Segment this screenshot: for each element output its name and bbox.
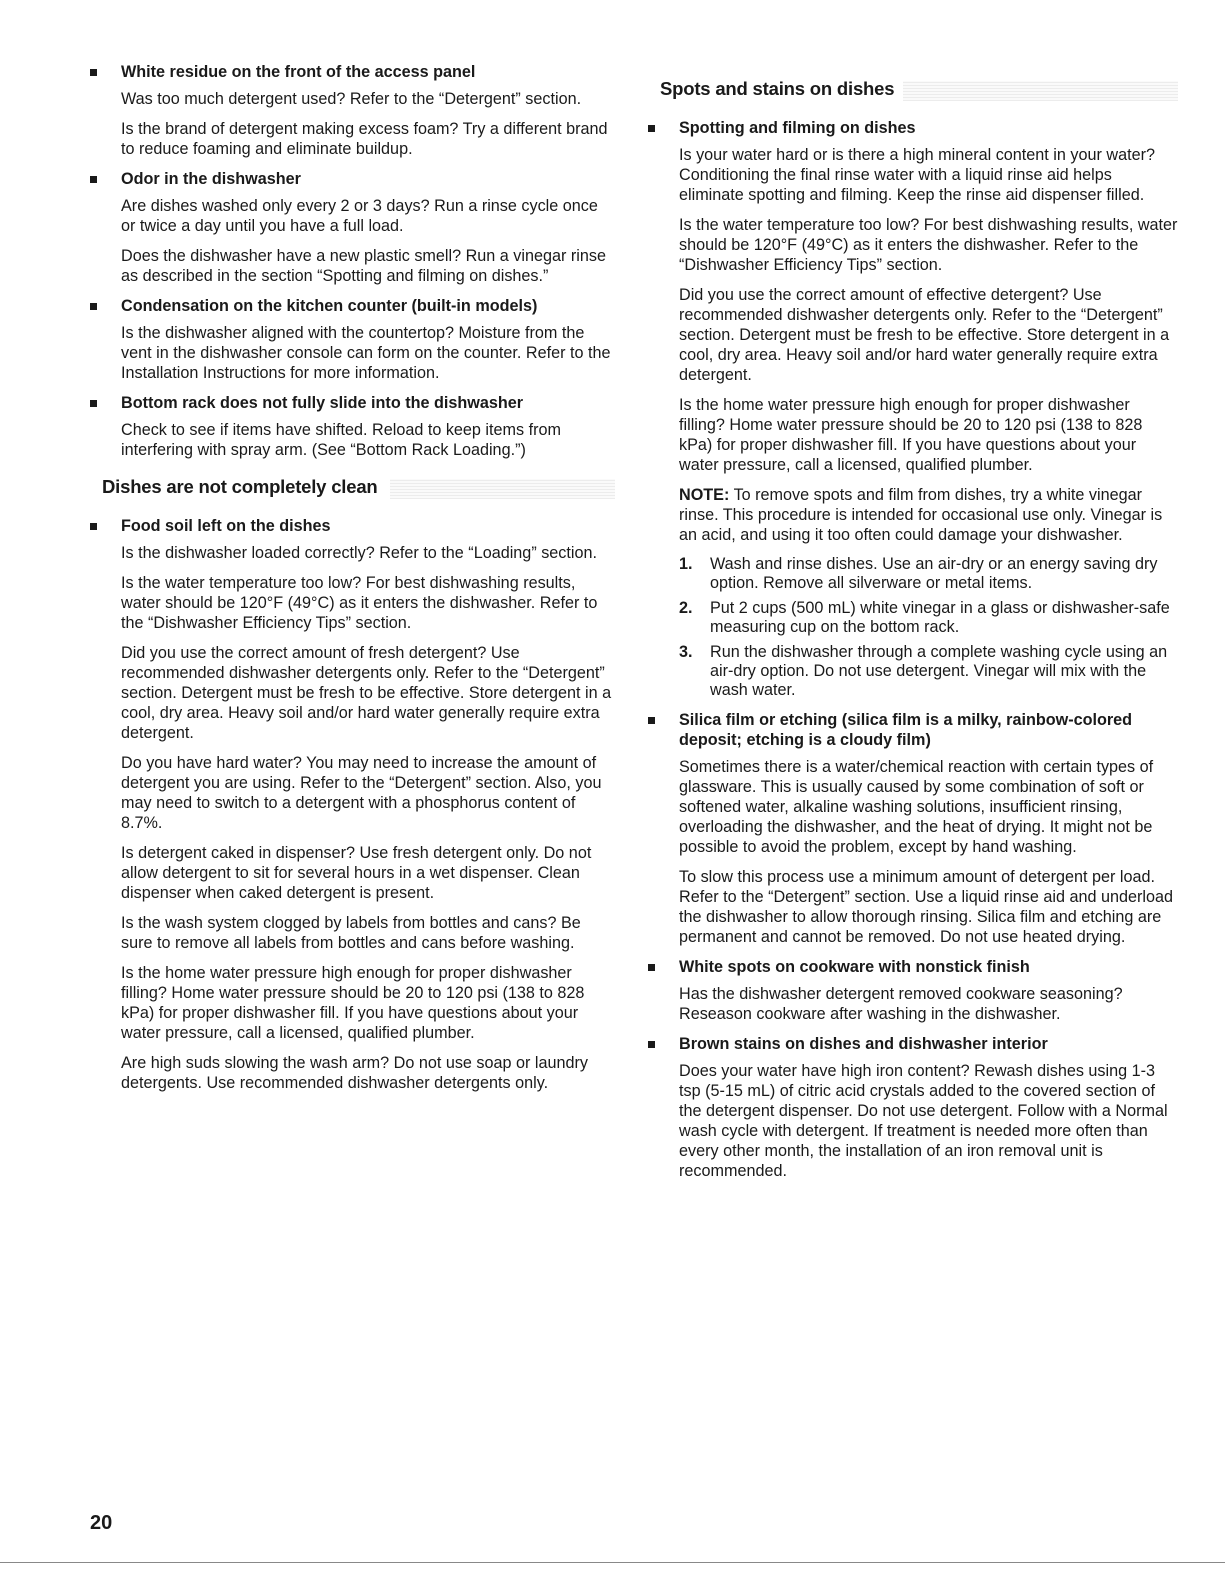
paragraph: Is the home water pressure high enough for proper dishwasher filling? Home water pressure should be 20 to 120 psi (138 to 828 kPa) for proper dishwasher fill. If you have questions about your water pressure, call a licensed, qualified plumber. xyxy=(679,396,1143,474)
step-text: Put 2 cups (500 mL) white vinegar in a glass or dishwasher-safe measuring cup on the bottom rack. xyxy=(710,599,1170,636)
left-column xyxy=(90,62,615,1103)
step-number: 1. xyxy=(679,555,693,573)
right-column xyxy=(648,72,1178,1191)
paragraph: Has the dishwasher detergent removed cookware seasoning? Reseason cookware after washing in the dishwasher. xyxy=(679,985,1123,1023)
paragraph: Did you use the correct amount of fresh detergent? Use recommended dishwasher detergents only. Refer to the “Detergent” section. Detergent must be fresh to be effective. Store detergent in a cool, dry area. Heavy soil and/or hard water generally require extra detergent. xyxy=(121,644,612,742)
item-heading: White residue on the front of the access panel xyxy=(90,62,615,82)
paragraph: Sometimes there is a water/chemical reaction with certain types of glassware. This is usually caused by some combination of soft or softened water, alkaline washing solutions, insufficient rinsing, overloading the dishwasher, and the heat of drying. It might not be possible to avoid the problem, except by hand washing. xyxy=(679,758,1154,856)
paragraph: Is the dishwasher aligned with the countertop? Moisture from the vent in the dishwasher console can form on the counter. Refer to the Installation Instructions for more information. xyxy=(121,324,611,382)
list-item xyxy=(648,957,1178,1024)
list-item xyxy=(90,169,615,286)
item-heading: Odor in the dishwasher xyxy=(90,169,615,189)
paragraph: Does your water have high iron content? Rewash dishes using 1-3 tsp (5-15 mL) of citric acid crystals added to the covered section of the detergent dispenser. Do not use detergent. Follow with a Normal wash cycle with detergent. If treatment is needed more often than every other month, the installation of an iron removal unit is recommended. xyxy=(679,1062,1168,1180)
note-paragraph xyxy=(679,485,1178,545)
footer-divider xyxy=(0,1562,1225,1563)
square-bullet-icon xyxy=(648,717,655,724)
square-bullet-icon xyxy=(90,303,97,310)
list-item xyxy=(648,1034,1178,1181)
heading-band xyxy=(390,479,615,499)
paragraph: Is the dishwasher loaded correctly? Refer to the “Loading” section. xyxy=(121,544,597,562)
paragraph: Are dishes washed only every 2 or 3 days? Run a rinse cycle once or twice a day until you have a full load. xyxy=(121,197,598,235)
item-heading: Food soil left on the dishes xyxy=(90,516,615,536)
step-number: 3. xyxy=(679,643,693,661)
paragraph: Is detergent caked in dispenser? Use fresh detergent only. Do not allow detergent to sit for several hours in a wet dispenser. Clean dispenser when caked detergent is present. xyxy=(121,844,592,902)
step-text: Wash and rinse dishes. Use an air-dry or an energy saving dry option. Remove all silverware or metal items. xyxy=(710,555,1158,592)
section-title: Dishes are not completely clean xyxy=(102,476,378,497)
square-bullet-icon xyxy=(648,1041,655,1048)
step-number: 2. xyxy=(679,599,693,617)
heading-band xyxy=(903,81,1178,101)
square-bullet-icon xyxy=(648,125,655,132)
paragraph: Did you use the correct amount of effective detergent? Use recommended dishwasher detergents only. Refer to the “Detergent” section. Detergent must be fresh to be effective. Store detergent in a cool, dry area. Heavy soil and/or hard water generally require extra detergent. xyxy=(679,286,1170,384)
item-heading: Condensation on the kitchen counter (built-in models) xyxy=(90,296,615,316)
paragraph: Is the water temperature too low? For best dishwashing results, water should be 120°F (49°C) as it enters the dishwasher. Refer to the “Dishwasher Efficiency Tips” section. xyxy=(121,574,598,632)
page-number: 20 xyxy=(90,1512,113,1534)
note-text: To remove spots and film from dishes, try a white vinegar rinse. This procedure is intended for occasional use only. Vinegar is an acid, and using it too often could damage your dishwasher. xyxy=(679,486,1163,544)
list-item xyxy=(90,393,615,460)
paragraph: Was too much detergent used? Refer to the “Detergent” section. xyxy=(121,90,582,108)
square-bullet-icon xyxy=(90,176,97,183)
list-item xyxy=(648,118,1178,700)
square-bullet-icon xyxy=(90,400,97,407)
note-label: NOTE: xyxy=(679,486,730,504)
item-heading: Spotting and filming on dishes xyxy=(648,118,1178,138)
section-title: Spots and stains on dishes xyxy=(660,78,895,99)
item-heading: Brown stains on dishes and dishwasher interior xyxy=(648,1034,1178,1054)
item-heading: White spots on cookware with nonstick finish xyxy=(648,957,1178,977)
list-item xyxy=(90,296,615,383)
paragraph: Check to see if items have shifted. Reload to keep items from interfering with spray arm. (See “Bottom Rack Loading.”) xyxy=(121,421,561,459)
item-heading: Bottom rack does not fully slide into the dishwasher xyxy=(90,393,615,413)
paragraph: Is the wash system clogged by labels from bottles and cans? Be sure to remove all labels from bottles and cans before washing. xyxy=(121,914,581,952)
square-bullet-icon xyxy=(648,964,655,971)
step-item xyxy=(679,555,1178,593)
square-bullet-icon xyxy=(90,523,97,530)
section-heading xyxy=(648,72,1178,106)
section-heading xyxy=(90,470,615,504)
square-bullet-icon xyxy=(90,69,97,76)
item-heading: Silica film or etching (silica film is a milky, rainbow-colored deposit; etching is a cloudy film) xyxy=(648,710,1178,750)
step-text: Run the dishwasher through a complete washing cycle using an air-dry option. Do not use detergent. Vinegar will mix with the wash water. xyxy=(710,643,1168,699)
list-item xyxy=(90,62,615,159)
paragraph: Is the home water pressure high enough for proper dishwasher filling? Home water pressure should be 20 to 120 psi (138 to 828 kPa) for proper dishwasher fill. If you have questions about your water pressure, call a licensed, qualified plumber. xyxy=(121,964,585,1042)
step-item xyxy=(679,599,1178,637)
list-item xyxy=(648,710,1178,947)
paragraph: Is your water hard or is there a high mineral content in your water? Conditioning the final rinse water with a liquid rinse aid helps eliminate spotting and filming. Keep the rinse aid dispenser filled. xyxy=(679,146,1155,204)
paragraph: Does the dishwasher have a new plastic smell? Run a vinegar rinse as described in the section “Spotting and filming on dishes.” xyxy=(121,247,606,285)
list-item xyxy=(90,516,615,1093)
step-item xyxy=(679,643,1178,700)
paragraph: Is the water temperature too low? For best dishwashing results, water should be 120°F (49°C) as it enters the dishwasher. Refer to the “Dishwasher Efficiency Tips” section. xyxy=(679,216,1178,274)
paragraph: To slow this process use a minimum amount of detergent per load. Refer to the “Detergent” section. Use a liquid rinse aid and underload the dishwasher to allow thorough rinsing. Silica film and etching are permanent and cannot be removed. Do not use heated drying. xyxy=(679,868,1174,946)
vinegar-rinse-steps xyxy=(679,555,1178,700)
paragraph: Are high suds slowing the wash arm? Do not use soap or laundry detergents. Use recommended dishwasher detergents only. xyxy=(121,1054,588,1092)
paragraph: Do you have hard water? You may need to increase the amount of detergent you are using. Refer to the “Detergent” section. Also, you may need to switch to a detergent with a phosphorus content of 8.7%. xyxy=(121,754,602,832)
paragraph: Is the brand of detergent making excess foam? Try a different brand to reduce foaming and eliminate buildup. xyxy=(121,120,608,158)
